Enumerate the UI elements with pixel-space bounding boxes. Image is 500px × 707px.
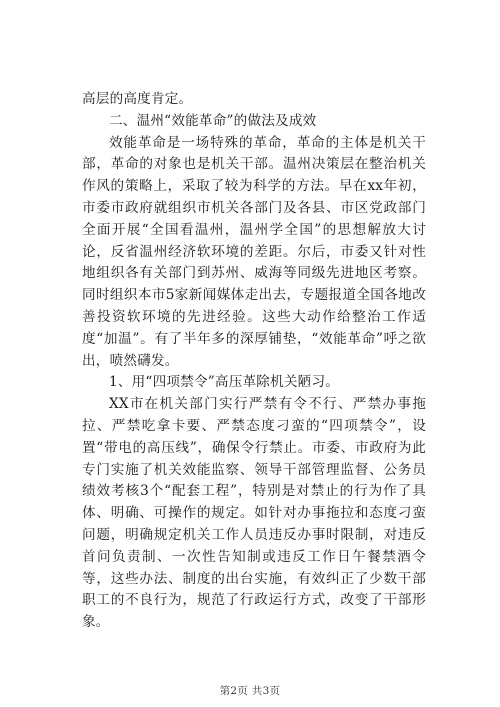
paragraph-four-prohibitions: XX市在机关部门实行严禁有令不行、严禁办事拖拉、严禁吃拿卡要、严禁态度刁蛮的“四项禁令”，设置“带电的高压线”，确保令行禁止。市委、市政府为此专门实施了机关效能监察、领导干部管理监督、公务员绩效考核3个“配套工程”，特别是对禁止的行为作了具体、明确、可操作的规定。如针对办事拖拉和态度刁蛮问题，明确规定机关工作人员违反办事时限制，对违反首问负责制、一次性告知制或违反工作日午餐禁酒令等，这些办法、制度的出台实施，有效纠正了少数干部职工的不良行为，规范了行政运行方式，改变了干部形象。	[82, 396, 426, 631]
document-body	[82, 89, 426, 634]
section-heading: 二、温州“效能革命”的做法及成效	[109, 112, 317, 129]
paragraph-efficiency-revolution: 效能革命是一场特殊的革命，革命的主体是机关干部，革命的对象也是机关干部。温州决策层在整治机关作风的策略上，采取了较为科学的方法。早在xx年初，市委市政府就组织市机关各部门及各县、市区党政部门全面开展“全国看温州，温州学全国”的思想解放大讨论，反省温州经济软环境的差距。尔后，市委又针对性地组织各有关部门到苏州、威海等同级先进地区考察。同时组织本市5家新闻媒体走出去，专题报道全国各地改善投资软环境的先进经验。这些大动作给整治工作适度“加温”。有了半年多的深厚铺垫，“效能革命”呼之欲出，喷然礴发。	[82, 134, 426, 369]
page-footer: 第2页 共3页	[219, 685, 281, 697]
subsection-heading: 1、用“四项禁令”高压革除机关陋习。	[109, 374, 340, 391]
paragraph-continuation: 高层的高度肯定。	[82, 91, 193, 107]
